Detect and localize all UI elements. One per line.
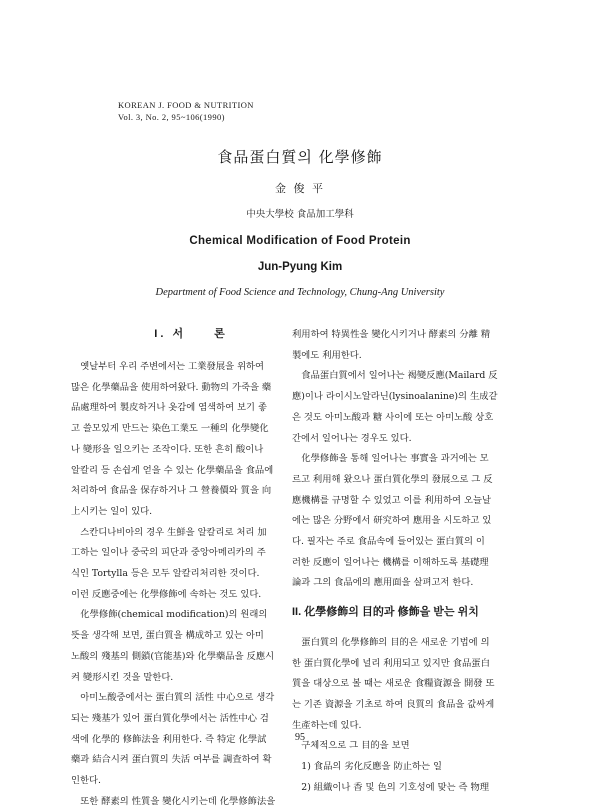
title-korean: 食品蛋白質의 化學修飾 (217, 148, 383, 166)
body-line: 質을 대상으로 볼 때는 새로운 食糧資源을 開發 또 (292, 678, 495, 690)
body-line: 많은 化學藥品을 使用하여왔다. 動物의 가죽을 藥 (71, 381, 272, 393)
body-line: 간에서 일어나는 경우도 있다. (292, 432, 412, 444)
body-line: 노酸의 殘基의 側鎖(官能基)와 化學藥品을 反應시 (71, 650, 275, 662)
body-line: 스칸디나비아의 경우 生鮮을 알칼리로 처리 加 (71, 526, 267, 538)
body-line: 는 기존 資源을 기초로 하여 良質의 食品을 값싸게 (292, 698, 495, 710)
body-line: 한 蛋白質化學에 널리 利用되고 있지만 食品蛋白 (292, 657, 490, 669)
body-line: 되는 殘基가 있어 蛋白質化學에서는 活性中心 검 (71, 712, 269, 724)
body-line: 르고 利用해 왔으나 蛋白質化學의 發展으로 그 反 (292, 473, 493, 485)
body-line: 製에도 利用한다. (292, 349, 362, 361)
body-line: 식인 Tortylla 등은 모두 알칼리처리한 것이다. (71, 568, 260, 580)
body-line: 化學修飾을 통해 일어나는 事實을 과거에는 모 (292, 453, 489, 465)
body-line: 食品蛋白質에서 일어나는 褐變反應(Mailard 反 (292, 370, 498, 382)
body-line: 品處理하여 製皮하거나 옷감에 염색하여 보기 좋 (71, 402, 267, 414)
journal-name: KOREAN J. FOOD & NUTRITION (118, 100, 254, 110)
body-line: 인한다. (71, 775, 101, 787)
body-line: 나 變形을 일으키는 조작이다. 또한 흔히 酸이나 (71, 443, 264, 455)
body-line: 生產하는데 있다. (292, 719, 362, 731)
body-line: 利用하여 特異性을 變化시키거나 酵素의 分離 精 (292, 329, 491, 340)
body-line: 2) 組織이나 香 및 色의 기호성에 맞는 즉 物理 (292, 781, 490, 793)
body-line: 1) 食品의 劣化反應을 防止하는 일 (292, 761, 442, 773)
body-line: 論과 그의 食品에의 應用面을 살펴고저 한다. (292, 577, 474, 589)
body-line: 고 쓸모있게 만드는 染色工業도 一種의 化學變化 (71, 423, 269, 435)
body-line: 처리하여 食品을 保存하거나 그 營養價와 質을 向 (71, 485, 272, 497)
journal-citation (118, 99, 254, 123)
body-line: 아미노酸중에서는 蛋白質의 活性 中心으로 생각 (71, 692, 275, 704)
body-line: 다. 필자는 주로 食品속에 들어있는 蛋白質의 이 (292, 536, 485, 548)
body-line: 또한 酵素의 性質을 變化시키는데 化學修飾法을 (71, 795, 276, 807)
section-1-heading: I. 서 론 (154, 328, 228, 340)
left-column (71, 357, 311, 812)
body-line: 이런 反應중에는 化學修飾에 속하는 것도 있다. (71, 588, 262, 600)
body-line: 켜 變形시킨 것을 말한다. (71, 671, 174, 683)
right-column (292, 325, 532, 798)
body-line: 應機構를 규명할 수 있었고 이를 利用하여 오늘날 (292, 494, 491, 506)
author-korean: 金 俊 平 (275, 182, 325, 195)
affiliation-korean: 中央大學校 食品加工學科 (246, 209, 354, 220)
body-line: 工하는 일이나 중국의 피단과 중앙아메리카의 주 (71, 547, 266, 559)
body-line: 藥과 結合시켜 蛋白質의 失活 여부를 調査하여 확 (71, 754, 272, 766)
body-line: 구체적으로 그 目的을 보면 (292, 740, 410, 752)
section-2-heading: II. 化學修飾의 目的과 修飾을 받는 위치 (292, 606, 479, 619)
affiliation-english: Department of Food Science and Technology, Chung-Ang University (155, 287, 445, 298)
body-line: 뜻을 생각해 보면, 蛋白質을 構成하고 있는 아미 (71, 630, 264, 642)
body-line: 은 것도 아미노酸과 糖 사이에 또는 아미노酸 상호 (292, 411, 494, 423)
body-line: 옛날부터 우리 주변에서는 工業發展을 위하여 (71, 361, 265, 372)
body-line: 알칼리 등 손쉽게 얻을 수 있는 化學藥品을 食品에 (71, 464, 274, 476)
body-line: 上시키는 일이 있다. (71, 505, 153, 517)
journal-volume: Vol. 3, No. 2, 95~106(1990) (118, 112, 225, 122)
body-line: 러한 反應이 일어나는 機構를 이해하도록 基礎理 (292, 556, 489, 568)
page-number: 95 (295, 732, 305, 743)
body-line: 색에 化學的 修飾法을 利用한다. 즉 特定 化學試 (71, 733, 267, 745)
title-english: Chemical Modification of Food Protein (189, 235, 411, 247)
body-line: 에는 많은 分野에서 研究하여 應用을 시도하고 있 (292, 515, 492, 527)
body-line: 蛋白質의 化學修飾의 目的은 새로운 기법에 의 (292, 636, 490, 648)
body-line: 化學修飾(chemical modification)의 원래의 (71, 609, 268, 621)
author-english: Jun-Pyung Kim (257, 261, 343, 273)
body-line: 應)이나 라이시노알라닌(lysinoalanine)의 生成같 (292, 391, 498, 403)
